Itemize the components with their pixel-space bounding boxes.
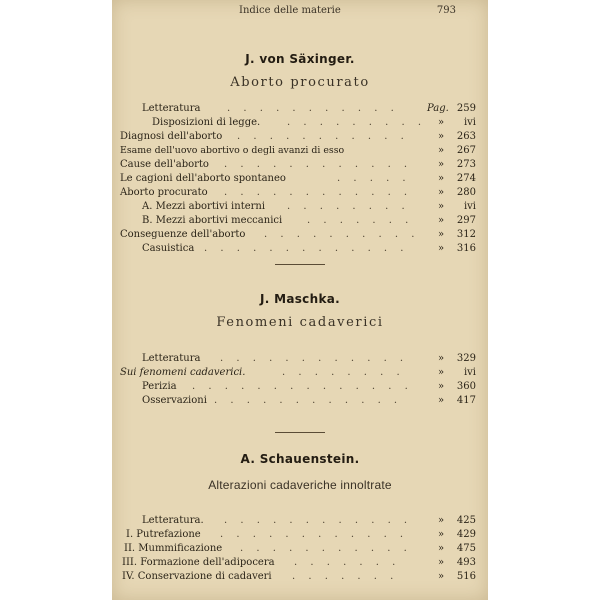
toc-entry-label: Letteratura — [142, 353, 201, 364]
toc-entry-ditto-mark: » — [438, 229, 445, 240]
toc-entry-prefix: Pag. — [427, 103, 449, 114]
toc-entry-ditto-mark: » — [438, 145, 445, 156]
section-subject: Alterazioni cadaveriche innoltrate — [208, 478, 392, 492]
toc-entry-ditto-mark: » — [438, 529, 445, 540]
section-schauenstein — [112, 452, 488, 492]
toc-entry-label: Esame dell'uovo abortivo o degli avanzi di esso — [120, 145, 345, 156]
dot-leader: . . . . . . . . . . . — [240, 543, 412, 554]
dot-leader: . . . . . . . . . . . . . . — [192, 381, 413, 392]
toc-entry-page: 425 — [456, 515, 476, 526]
section-author: J. von Säxinger. — [245, 52, 355, 66]
toc-entry-page: 329 — [456, 353, 476, 364]
toc-entry — [112, 200, 488, 214]
toc-entry-page: 274 — [456, 173, 476, 184]
toc-entry — [112, 514, 488, 528]
toc-entry-ditto-mark: » — [438, 367, 445, 378]
toc-entry-label: Diagnosi dell'aborto — [120, 131, 223, 142]
toc-entry-label: Osservazioni — [142, 395, 207, 406]
toc-entry-page: 273 — [456, 159, 476, 170]
toc-entry-page: 263 — [456, 131, 476, 142]
toc-entry-ditto-mark: » — [438, 395, 445, 406]
dot-leader: . . . . . . . . . . . . . — [204, 243, 409, 254]
toc-entry — [112, 380, 488, 394]
toc-entry-label: Le cagioni dell'aborto spontaneo — [120, 173, 286, 184]
dot-leader: . . . . . . . . . . . . — [214, 395, 403, 406]
toc-entry-label: Conseguenze dell'aborto — [120, 229, 246, 240]
toc-entry-ditto-mark: » — [438, 173, 445, 184]
toc-entry-ditto-mark: » — [438, 557, 445, 568]
toc-entry-page: ivi — [463, 117, 476, 128]
dot-leader: . . . . . . . . . . . . — [224, 159, 413, 170]
section-subject: Aborto procurato — [230, 75, 370, 90]
running-head-page-number: 793 — [436, 5, 456, 16]
toc-entry — [112, 102, 488, 116]
toc-entry — [112, 158, 488, 172]
toc-entry-ditto-mark: » — [438, 201, 445, 212]
toc-entry-ditto-mark: » — [438, 515, 445, 526]
toc-entry — [112, 214, 488, 228]
toc-entry-page: 475 — [456, 543, 476, 554]
toc-entry-page: 360 — [456, 381, 476, 392]
section-maschka — [112, 292, 488, 330]
section-divider — [275, 432, 325, 433]
dot-leader: . . . . . . . — [292, 571, 399, 582]
section-author: A. Schauenstein. — [240, 452, 360, 466]
toc-entry-page: 267 — [456, 145, 476, 156]
dot-leader: . . . . . . . . — [287, 201, 410, 212]
section-subject: Fenomeni cadaverici — [216, 315, 384, 330]
toc-entry — [112, 542, 488, 556]
section-saxinger — [112, 52, 488, 90]
dot-leader: . . . . . . . . . — [287, 117, 427, 128]
toc-entry-label: Sui fenomeni cadaverici. — [120, 367, 246, 378]
toc-entry-ditto-mark: » — [438, 381, 445, 392]
toc-entry-ditto-mark: » — [438, 243, 445, 254]
section-divider — [275, 264, 325, 265]
toc-entry-label: A. Mezzi abortivi interni — [142, 201, 266, 212]
toc-entry-ditto-mark: » — [438, 543, 445, 554]
dot-leader: . . . . . . . . — [282, 367, 405, 378]
toc-entry-page: 297 — [456, 215, 476, 226]
toc-entry-page: 429 — [456, 529, 476, 540]
toc-entry-ditto-mark: » — [438, 131, 445, 142]
toc-entry-page: 316 — [456, 243, 476, 254]
toc-entry-label: Disposizioni di legge. — [152, 117, 261, 128]
toc-entry-page: ivi — [463, 367, 476, 378]
dot-leader: . . . . . . . . . . . . — [220, 529, 409, 540]
dot-leader: . . . . . . . . . . . — [227, 103, 399, 114]
toc-entry-page: 259 — [456, 103, 476, 114]
dot-leader: . . . . . . . . . . . . — [220, 353, 409, 364]
toc-entry — [112, 172, 488, 186]
toc-entry-label: II. Mummificazione — [124, 543, 223, 554]
toc-entry-label: III. Formazione dell'adipocera — [122, 557, 275, 568]
toc-entry-label: Letteratura — [142, 103, 201, 114]
toc-entry-ditto-mark: » — [438, 353, 445, 364]
toc-entry-ditto-mark: » — [438, 187, 445, 198]
toc-entry — [112, 116, 488, 130]
toc-entry-label: B. Mezzi abortivi meccanici — [142, 215, 283, 226]
dot-leader: . . . . . . . . . . . — [237, 131, 409, 142]
dot-leader: . . . . . . . — [307, 215, 414, 226]
toc-entry — [112, 130, 488, 144]
toc-entry-ditto-mark: » — [438, 215, 445, 226]
toc-entry-label: Aborto procurato — [120, 187, 208, 198]
toc-entry-label: I. Putrefazione — [126, 529, 201, 540]
dot-leader: . . . . . . . . . . . . — [224, 187, 413, 198]
toc-entry-page: ivi — [463, 201, 476, 212]
toc-entry-page: 280 — [456, 187, 476, 198]
toc-entry-page: 312 — [456, 229, 476, 240]
toc-entry-ditto-mark: » — [438, 571, 445, 582]
toc-entry — [112, 556, 488, 570]
toc-entry — [112, 366, 488, 380]
dot-leader: . . . . . . . — [294, 557, 401, 568]
section-author: J. Maschka. — [260, 292, 340, 306]
toc-entry — [112, 528, 488, 542]
dot-leader: . . . . . — [337, 173, 411, 184]
toc-entry-page: 493 — [456, 557, 476, 568]
toc-entry-ditto-mark: » — [438, 117, 445, 128]
toc-entry — [112, 228, 488, 242]
toc-entry — [112, 570, 488, 584]
toc-entry — [112, 394, 488, 408]
dot-leader: . . . . . . . . . . . . — [224, 515, 413, 526]
book-page — [112, 0, 488, 600]
toc-entry-label: IV. Conservazione di cadaveri — [122, 571, 272, 582]
toc-entry-label: Perizia — [142, 381, 177, 392]
toc-entry-ditto-mark: » — [438, 159, 445, 170]
running-head-title: Indice delle materie — [239, 5, 341, 16]
toc-entry — [112, 242, 488, 256]
toc-entry-label: Casuistica — [142, 243, 195, 254]
toc-entry-label: Letteratura. — [142, 515, 204, 526]
toc-entry-page: 516 — [456, 571, 476, 582]
toc-entry — [112, 352, 488, 366]
toc-entry-label: Cause dell'aborto — [120, 159, 209, 170]
toc-entry-page: 417 — [456, 395, 476, 406]
dot-leader: . . . . . . . . . . — [264, 229, 420, 240]
toc-entry — [112, 186, 488, 200]
toc-entry — [112, 144, 488, 158]
